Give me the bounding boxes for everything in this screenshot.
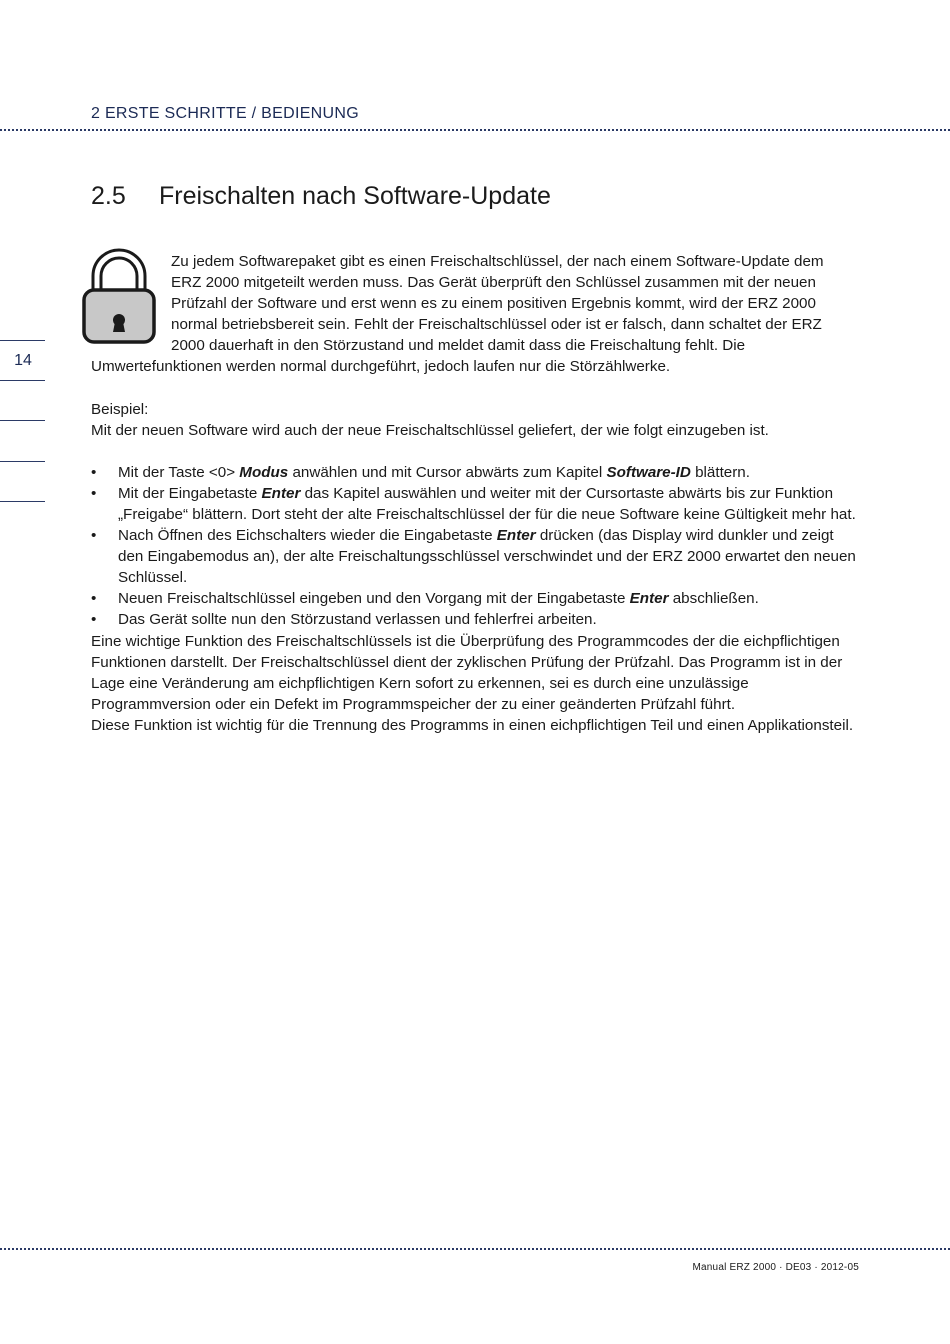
page-number: 14 [14,352,32,369]
key-name: Enter [629,590,669,608]
intro-line: 2000 dauerhaft in den Störzustand und meldet damit dass die Freischaltung fehlt. Die [171,337,746,355]
list-item: • Mit der Taste <0> Modus anwählen und mit Cursor abwärts zum Kapitel Software-ID blättern. [91,462,863,483]
intro-line: Umwertefunktionen werden normal durchgeführt, jedoch laufen nur die Störzählwerke. [91,358,671,376]
list-item: • Das Gerät sollte nun den Störzustand verlassen und fehlerfrei arbeiten. [91,609,863,630]
margin-line [0,420,45,421]
header-divider [0,129,950,131]
margin-line [0,340,45,341]
intro-line: ERZ 2000 mitgeteilt werden muss. Das Gerät überprüft den Schlüssel zusammen mit der neuen [171,274,816,292]
key-name: Enter [496,527,536,545]
closing-paragraph: Diese Funktion ist wichtig für die Trennung des Programms in einen eichpflichtigen Teil und einen Applikationsteil. [91,716,854,734]
intro-line: normal betriebsbereit sein. Fehlt der Freischaltschlüssel oder ist er falsch, dann schaltet der ERZ [171,316,822,334]
intro-paragraph [91,251,863,378]
list-item: • Neuen Freischaltschlüssel eingeben und den Vorgang mit der Eingabetaste Enter abschließen. [91,588,863,609]
chapter-name: Software-ID [606,463,691,481]
example-label: Beispiel: [91,400,149,418]
step-list [91,462,863,631]
closing-paragraph: Eine wichtige Funktion des Freischaltschlüssels ist die Überprüfung des Programmcodes der die eichpflichtigen Funktionen darstellt. Der Freischaltschlüssel dient der zyklischen Prüfung der Prüfzahl. Das Programm ist in der Lage eine Veränderung am eichpflichtigen Kern sofort zu erkennen, sei es durch eine unzulässige Programmversion oder ein Defekt im Programmspeicher der zu einer geänderten Prüfzahl führt. [91,632,843,713]
margin-line [0,501,45,502]
list-item: • Mit der Eingabetaste Enter das Kapitel auswählen und weiter mit der Cursortaste abwärts bis zur Funktion „Freigabe“ blättern. Dort steht der alte Freischaltschlüssel der für die neue Software keine Gültigkeit mehr hat. [91,483,863,525]
key-name: Enter [261,484,301,502]
intro-line: Prüfzahl der Software und erst wenn es zu einem positiven Ergebnis kommt, wird der ERZ 2000 [171,295,816,313]
key-name: Modus [239,463,289,481]
section-title-text: Freischalten nach Software-Update [159,182,551,210]
section-body [91,251,863,736]
example-text: Mit der neuen Software wird auch der neue Freischaltschlüssel geliefert, der wie folgt einzugeben ist. [91,421,769,439]
chapter-header: 2 ERSTE SCHRITTE / BEDIENUNG [91,105,359,122]
section-title [91,182,551,211]
margin-line [0,380,45,381]
list-item: • Nach Öffnen des Eichschalters wieder die Eingabetaste Enter drücken (das Display wird dunkler und zeigt den Eingabemodus an), der alte Freischaltungsschlüssel verschwindet und der ERZ 2000 erwartet den neuen Schlüssel. [91,525,863,588]
document-reference: Manual ERZ 2000 · DE03 · 2012-05 [692,1262,859,1273]
footer-divider [0,1248,950,1250]
intro-line: Zu jedem Softwarepaket gibt es einen Freischaltschlüssel, der nach einem Software-Update dem [171,253,824,270]
margin-line [0,461,45,462]
section-number: 2.5 [91,182,126,210]
